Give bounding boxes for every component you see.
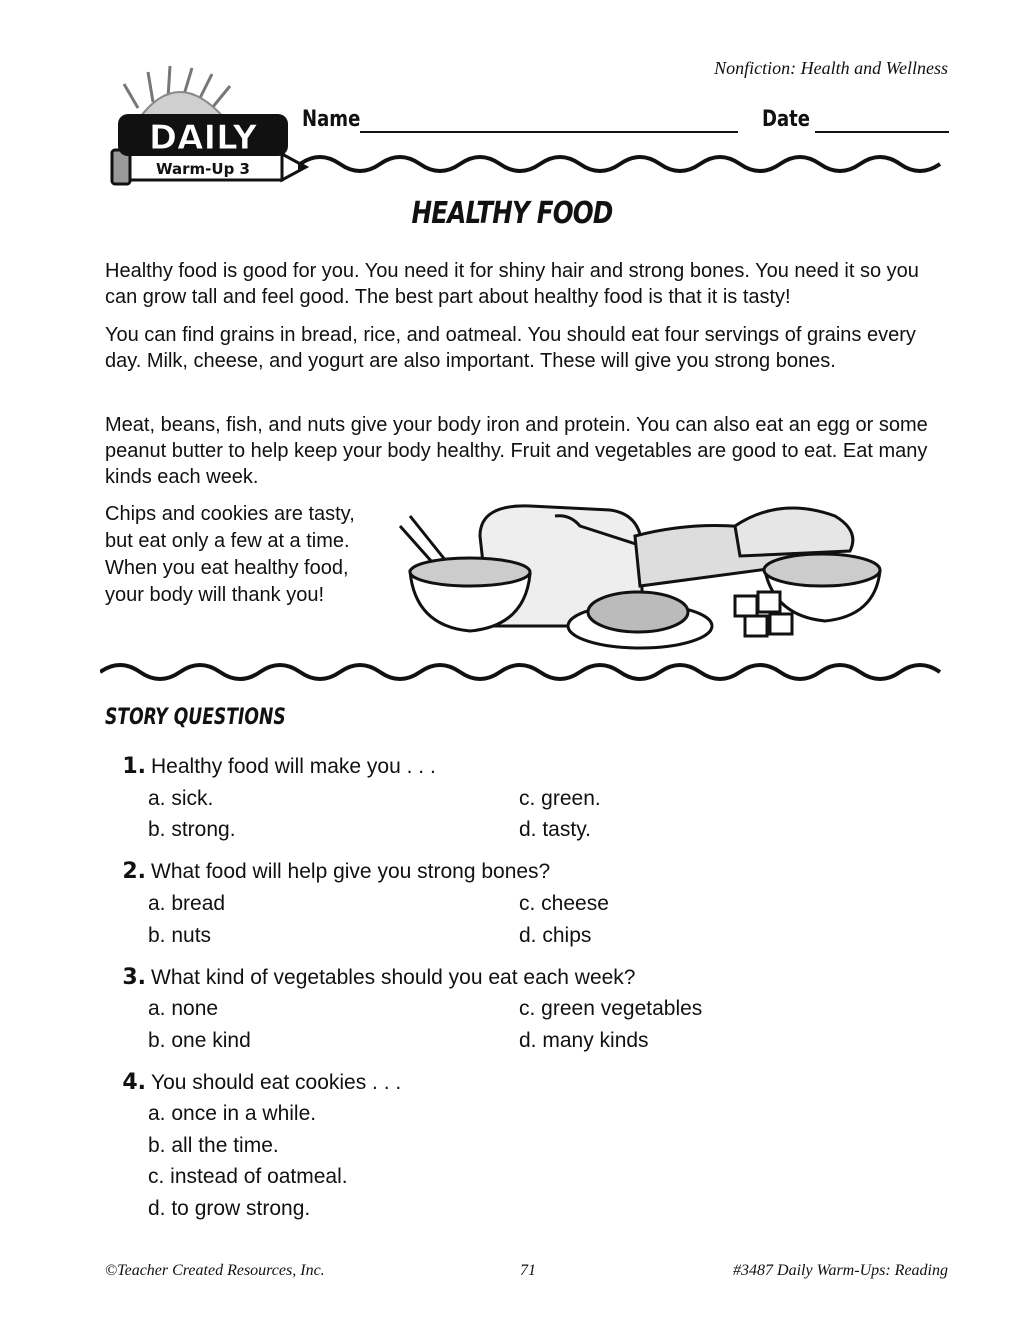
paragraph-4: Chips and cookies are tasty, but eat only a few at a time. When you eat healthy food, your body will thank you! <box>105 503 355 606</box>
question-number: 2. <box>122 859 146 884</box>
answer-option-d: d. chips <box>519 924 592 947</box>
footer-book-title: #3487 Daily Warm-Ups: Reading <box>733 1262 948 1279</box>
answer-option-d: d. to grow strong. <box>148 1197 311 1220</box>
date-line <box>815 131 949 133</box>
logo-subtitle: Warm-Up 3 <box>156 160 250 178</box>
answer-option-d: d. many kinds <box>519 1029 649 1052</box>
answer-option-b: b. all the time. <box>148 1134 279 1157</box>
paragraph-2: You can find grains in bread, rice, and oatmeal. You should eat four servings of grains every day. Milk, cheese, and yogurt are also important. These will give you strong bones. <box>105 324 916 372</box>
date-label: Date <box>762 107 811 132</box>
answer-option-b: b. nuts <box>148 924 212 947</box>
healthy-food-illustration <box>380 496 910 656</box>
logo-word: DAILY <box>148 118 258 158</box>
section-wavy-divider <box>100 658 950 686</box>
answer-option-a: a. none <box>148 997 219 1020</box>
header-wavy-divider <box>300 150 950 178</box>
paragraph-3: Meat, beans, fish, and nuts give your body iron and protein. You can also eat an egg or some peanut butter to help keep your body healthy. Fruit and vegetables are good to eat. Eat many kinds each week. <box>105 414 928 488</box>
answer-option-c: c. cheese <box>519 892 609 915</box>
question-text: You should eat cookies . . . <box>151 1071 402 1094</box>
paragraph-1: Healthy food is good for you. You need it for shiny hair and strong bones. You need it so you can grow tall and feel good. The best part about healthy food is that it is tasty! <box>105 260 919 308</box>
footer-page-number: 71 <box>520 1262 536 1279</box>
answer-option-c: c. green. <box>519 787 601 810</box>
answer-option-a: a. bread <box>148 892 226 915</box>
question-text: What food will help give you strong bones? <box>151 860 551 883</box>
footer-copyright: ©Teacher Created Resources, Inc. <box>105 1262 325 1279</box>
question-text: What kind of vegetables should you eat each week? <box>151 966 636 989</box>
daily-warmup-logo <box>108 62 318 192</box>
answer-option-a: a. once in a while. <box>148 1102 317 1125</box>
question-text: Healthy food will make you . . . <box>151 755 436 778</box>
question-number: 1. <box>122 754 146 779</box>
name-line <box>360 131 738 133</box>
page-title: HEALTHY FOOD <box>411 196 613 231</box>
question-number: 4. <box>122 1070 146 1095</box>
answer-option-c: c. green vegetables <box>519 997 703 1020</box>
answer-option-b: b. strong. <box>148 818 236 841</box>
story-questions-heading: STORY QUESTIONS <box>105 705 286 730</box>
answer-option-d: d. tasty. <box>519 818 591 841</box>
question-number: 3. <box>122 965 146 990</box>
answer-option-c: c. instead of oatmeal. <box>148 1165 348 1188</box>
name-label: Name <box>302 107 361 132</box>
category-label: Nonfiction: Health and Wellness <box>714 58 948 78</box>
answer-option-a: a. sick. <box>148 787 214 810</box>
answer-option-b: b. one kind <box>148 1029 251 1052</box>
